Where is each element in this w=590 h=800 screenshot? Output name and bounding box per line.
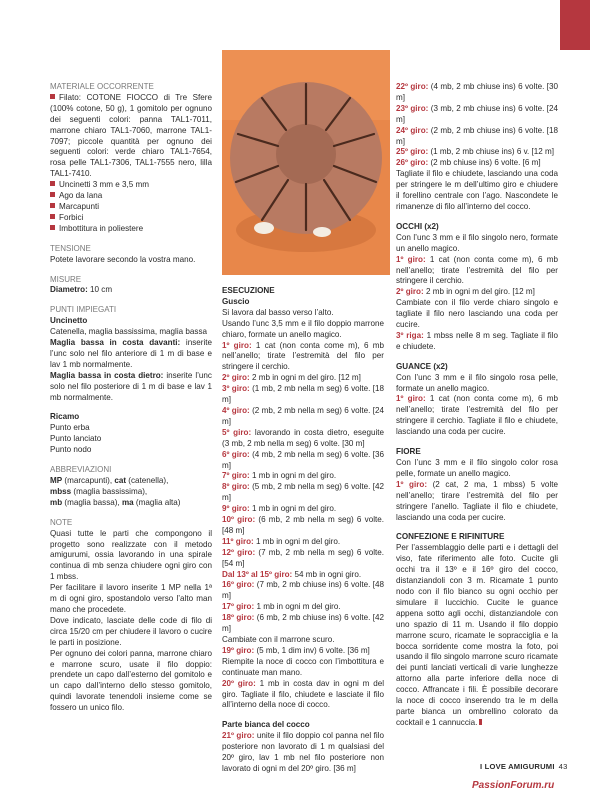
round-text: (3 mb, 2 mb chiuse ins) 6 volte. [24 m] — [396, 103, 559, 124]
round-text: 1 mb in ogni m del giro. — [256, 602, 341, 612]
round-label: 22º giro: — [396, 82, 429, 91]
uncinetto-title: Uncinetto — [50, 316, 88, 326]
guscio-intro: Si lavora dal basso verso l’alto. — [222, 307, 334, 317]
material-item-hooks: Uncinetti 3 mm e 3,5 mm — [50, 180, 212, 191]
round-line — [222, 482, 384, 504]
mb-back-label: Maglia bassa in costa dietro: — [50, 370, 164, 380]
abbrev-key: MP — [50, 476, 63, 485]
round-label: 1º giro: — [396, 479, 428, 489]
abbrev-value: (maglia bassissima), — [73, 486, 148, 496]
mb-front — [50, 338, 212, 371]
column-right — [396, 82, 558, 729]
change-color-text: Cambiate con il marrone scuro. — [222, 635, 335, 644]
round-line — [396, 287, 558, 298]
ricamo-title: Ricamo — [50, 412, 80, 422]
round-label: 8º giro: — [222, 482, 250, 492]
coconut-illustration — [222, 50, 390, 275]
round-label: 18º giro: — [222, 613, 255, 623]
flower-heading: FIORE — [396, 447, 421, 457]
round-text: 2 mb in ogni m del giro. [12 m] — [425, 287, 535, 297]
abbrev-key: mbss — [50, 486, 72, 496]
round-line — [222, 570, 384, 581]
magazine-name: I LOVE AMIGURUMI — [480, 762, 555, 771]
round-line — [396, 126, 558, 148]
mb-front-text: inserite l’unc solo nel filo anteriore di 1 m di base e lav 1 mb normalmente. — [50, 338, 213, 369]
measures-label: Diametro: — [50, 285, 88, 295]
round-label: 9º giro: — [222, 504, 250, 514]
round-line — [222, 515, 384, 537]
abbrev-line — [50, 498, 212, 509]
end-mark-icon — [479, 719, 482, 725]
round-label: 2º giro: — [396, 287, 424, 297]
round-label: 16º giro: — [222, 580, 255, 590]
round-label: 5º giro: — [222, 427, 252, 437]
round-label: 17º giro: — [222, 602, 255, 612]
round-line — [222, 602, 384, 613]
round-text: (6 mb, 2 mb nella m seg) 6 volte. [48 m] — [222, 515, 384, 535]
round-text: (4 mb, 2 mb nella m seg) 6 volte. [36 m] — [222, 449, 384, 470]
abbrev-value: (maglia alta) — [135, 497, 181, 507]
column-middle — [222, 286, 384, 775]
page-number: 43 — [558, 762, 568, 771]
round-text: (2 mb chiuse ins) 6 volte. [6 m] — [430, 158, 541, 168]
round-text: 1 cat (non conta come m), 6 mb nell’anello; tirate l’estremità del filo per stringere il cerchio. Tagliate il filo e chiudete, lasciando una coda per cucire. — [396, 394, 558, 437]
round-label: 24º giro: — [396, 125, 429, 135]
eyes-intro: Con l’unc 3 mm e il filo singolo nero, formate un anello magico. — [396, 232, 558, 253]
round-line — [222, 731, 384, 775]
round-label: 7º giro: — [222, 471, 250, 481]
round-line — [222, 537, 384, 548]
round-label: 4º giro: — [222, 405, 250, 415]
guscio-intro2: Usando l’unc 3,5 mm e il filo doppio marrone chiaro, formate un anello magico. — [222, 318, 384, 339]
round-line — [222, 406, 384, 428]
round-line — [396, 158, 558, 169]
round-text: (4 mb, 2 mb chiuse ins) 6 volte. [30 m] — [396, 82, 559, 102]
round-text: (1 mb, 2 mb chiuse ins) 6 v. [12 m] — [430, 147, 555, 157]
finishing-body: Per l’assemblaggio delle parti e i dettagli del viso, fate riferimento alle foto. Cucite gli occhi tra il 13º e il 16º giro del cocco, distanziandoli con 3 m. Ricamate 1 punto nodo con il filo bianco su ogni occhio per simulare il luccichio. Cucite le guance appena sotto agli occhi, distanziandole con uno spazio di 11 m. Usando il filo doppio marrone scuro, ricamate le sopracciglia e la bocca sorridente come mostra la foto, poi usando il filo singolo marrone scuro ricamate dei punti lanciati verticali di varie lunghezze attorno alla parte inferiore della noce di cocco. Affrancate i fili. È possibile decorare la noce di cocco inserendo tra le m della parte bianca un ombrellino colorato da cocktail e 1 cannuccia. — [396, 543, 558, 727]
cheeks-intro: Con l’unc 3 mm e il filo singolo rosa pelle, formate un anello magico. — [396, 372, 558, 393]
round-line — [222, 504, 384, 515]
round-line — [396, 147, 558, 158]
page-tab-marker — [560, 0, 590, 50]
round-label: 21º giro: — [222, 731, 255, 741]
ricamo-item: Punto erba — [50, 423, 90, 433]
round-line — [396, 331, 558, 353]
round-label: 1º giro: — [222, 340, 252, 350]
abbrev-key: ma — [121, 497, 134, 507]
ricamo-item: Punto lanciato — [50, 434, 102, 444]
finishing-heading: CONFEZIONE E RIFINITURE — [396, 532, 505, 542]
measures-value: 10 cm — [90, 285, 113, 295]
material-item-yarn: Filato: COTONE FIOCCO di Tre Sfere (100% cotone, 50 g), 1 gomitolo per ognuno dei seguenti colori: panna TAL1-7011, marrone chiaro TAL1-7060, marrone TAL1-7097; piccole quantità per ognuno dei seguenti colori: verde chiaro TAL1-7654, rosa pelle TAL1-7306, TAL1-7555 nero, lilla TAL1-7410. — [50, 92, 212, 179]
abbrev-value: (marcapunti), — [64, 476, 115, 485]
round-text: (5 mb, 1 dim inv) 6 volte. [36 m] — [256, 645, 370, 655]
round-line — [396, 82, 558, 104]
round-text: 1 cat (non conta come m), 6 mb nell’anello; tirate l’estremità del filo per stringere il cerchio. — [396, 254, 558, 286]
round-label: 10º giro: — [222, 515, 256, 525]
round-text: 1 mbss nelle 8 m seg. Tagliate il filo e chiudete. — [396, 330, 559, 351]
round-line — [222, 341, 384, 374]
round-label: 1º giro: — [396, 254, 426, 264]
tension-text: Potete lavorare secondo la vostra mano. — [50, 254, 196, 264]
round-line — [222, 450, 384, 472]
round-label: 12º giro: — [222, 547, 256, 557]
materials-heading: MATERIALE OCCORRENTE — [50, 82, 154, 91]
round-line — [396, 480, 558, 524]
round-label: 20º giro: — [222, 678, 256, 688]
notes-paragraph: Per ognuno dei colori panna, marrone chiaro e marrone scuro, usate il filo doppio: prendete un capo dall’esterno del gomitolo e un capo dall’interno dello stesso gomitolo, quindi lavorate tenendoli insieme come se fossero un unico filo. — [50, 648, 212, 713]
round-text: (2 mb, 2 mb chiuse ins) 6 volte. [18 m] — [396, 125, 559, 146]
material-item-stuffing: Imbottitura in poliestere — [50, 224, 212, 235]
fill-text: Riempite la noce di cocco con l’imbottitura e continuate man mano. — [222, 656, 384, 677]
stitches-heading: PUNTI IMPIEGATI — [50, 305, 117, 315]
round-label: 3º giro: — [222, 384, 250, 394]
round-label: 23º giro: — [396, 103, 429, 113]
round-text: 1 mb in costa dav in ogni m del giro. Tagliate il filo, chiudete e lasciate il filo all’interno della noce di cocco. — [222, 678, 385, 710]
round-line — [222, 384, 384, 406]
finishing-text — [396, 543, 558, 728]
ricamo-item: Punto nodo — [50, 445, 92, 455]
abbrev-key: cat — [114, 476, 127, 485]
uncinetto-text: Catenella, maglia bassissima, maglia bassa — [50, 327, 208, 337]
tension-heading: TENSIONE — [50, 243, 91, 253]
round-line — [396, 394, 558, 438]
round-label: 6º giro: — [222, 449, 250, 459]
abbrev-value: (maglia bassa), — [64, 497, 122, 507]
round-text: (6 mb, 2 mb chiuse ins) 6 volte. [42 m] — [222, 613, 385, 634]
round-line — [222, 613, 384, 635]
cheeks-heading: GUANCE (x2) — [396, 361, 448, 371]
round-line — [222, 646, 384, 657]
round-line — [222, 373, 384, 384]
round-text: 1 cat (non conta come m), 6 mb nell’anello; tirate l’estremità del filo per stringere il cerchio. — [222, 340, 384, 372]
abbrev-line — [50, 476, 212, 487]
round-line — [396, 255, 558, 288]
mb-front-label: Maglia bassa in costa davanti: — [50, 338, 181, 348]
material-item-markers: Marcapunti — [50, 202, 212, 213]
round-label: 25º giro: — [396, 147, 429, 157]
abbrev-heading: ABBREVIAZIONI — [50, 465, 112, 475]
round-label: 1º giro: — [396, 394, 426, 404]
material-item-needle: Ago da lana — [50, 191, 212, 202]
measures-heading: MISURE — [50, 274, 82, 284]
round-text: unite il filo doppio col panna nel filo posteriore non lavorato di 1 m qualsiasi del 20º giro, lav 1 mb nel filo posteriore non lavorato di ogni m del 20º giro. [36 m] — [222, 731, 385, 773]
round-text: (7 mb, 2 mb chiuse ins) 6 volte. [48 m] — [222, 580, 385, 601]
execution-heading: ESECUZIONE — [222, 286, 275, 295]
round-text: 2 mb in ogni m del giro. [12 m] — [251, 373, 361, 383]
round-label: 19º giro: — [222, 645, 255, 655]
round-text: 54 mb in ogni giro. — [294, 569, 362, 579]
round-line — [396, 104, 558, 126]
material-item-scissors: Forbici — [50, 213, 212, 224]
mb-back — [50, 371, 212, 404]
round-text: (1 mb, 2 mb nella m seg) 6 volte. [18 m] — [222, 384, 384, 405]
round-text: (5 mb, 2 mb nella m seg) 6 volte. [42 m] — [222, 482, 384, 503]
round-line — [222, 580, 384, 602]
abbrev-key: mb — [50, 497, 63, 507]
notes-heading: NOTE — [50, 517, 73, 527]
page-footer — [480, 762, 568, 771]
round-text: (2 mb, 2 mb nella m seg) 6 volte. [24 m] — [222, 405, 384, 426]
white-part-title: Parte bianca del cocco — [222, 720, 310, 730]
round-label: Dal 13º al 15º giro: — [222, 569, 293, 579]
round-text: 1 mb in ogni m del giro. — [251, 471, 337, 481]
round-line — [222, 428, 384, 450]
round-text: (2 cat, 2 ma, 1 mbss) 5 volte nell’anello; tirare l’estremità del filo per stringere l’anello. Tagliate il filo e chiudete, lasciando una coda per cucire. — [396, 479, 558, 522]
round-line — [222, 679, 384, 712]
column-left — [50, 82, 212, 714]
round-label: 2º giro: — [222, 373, 250, 383]
notes-paragraph: Quasi tutte le parti che compongono il progetto sono realizzate con il metodo amigurumi, ossia lavorando in una spirale continua di mb senza chiudere ogni giro con 1 mbss. — [50, 528, 212, 582]
notes-paragraph: Dove indicato, lasciate delle code di filo di circa 15/20 cm per chiudere il lavoro o cucire le parti in posizione. — [50, 615, 212, 647]
round-line — [222, 471, 384, 482]
mb-back-text: inserite l’unc solo nel filo posteriore di 1 m di base e lav 1 mb normalmente. — [50, 370, 212, 402]
abbrev-value: (catenella), — [128, 476, 169, 485]
close-text: Tagliate il filo e chiudete, lasciando una coda per stringere le m dell’ultimo giro e chiudere il forellino centrale con l’ago. Nascondete le rimanenze di filo all’interno del cocco. — [396, 169, 558, 211]
flower-intro: Con l’unc 3 mm e il filo singolo color rosa pelle, formate un anello magico. — [396, 458, 558, 478]
measures-line — [50, 285, 212, 296]
round-label: 11º giro: — [222, 536, 254, 546]
eyes-heading: OCCHI (x2) — [396, 221, 439, 231]
round-text: (7 mb, 2 mb nella m seg) 6 volte. [54 m] — [222, 547, 384, 568]
notes-paragraph: Per facilitare il lavoro inserite 1 MP nella 1ª m di ogni giro, spostandolo verso l’alto man mano che procedete. — [50, 583, 212, 614]
round-label: 3º riga: — [396, 330, 424, 340]
round-text: 1 mb in ogni m del giro. — [256, 536, 341, 546]
round-text: 1 mb in ogni m del giro. — [251, 504, 337, 514]
round-text: lavorando in costa dietro, eseguite (3 mb, 2 mb nella m seg) 6 volte. [30 m] — [222, 427, 384, 448]
coconut-photo — [222, 50, 390, 275]
eyes-text: Cambiate con il filo verde chiaro singolo e tagliate il filo nero lasciando una coda per cucire. — [396, 298, 558, 330]
round-line — [222, 548, 384, 570]
round-label: 26º giro: — [396, 158, 429, 168]
abbrev-line — [50, 487, 212, 498]
watermark: PassionForum.ru — [472, 780, 555, 791]
guscio-title: Guscio — [222, 296, 250, 306]
